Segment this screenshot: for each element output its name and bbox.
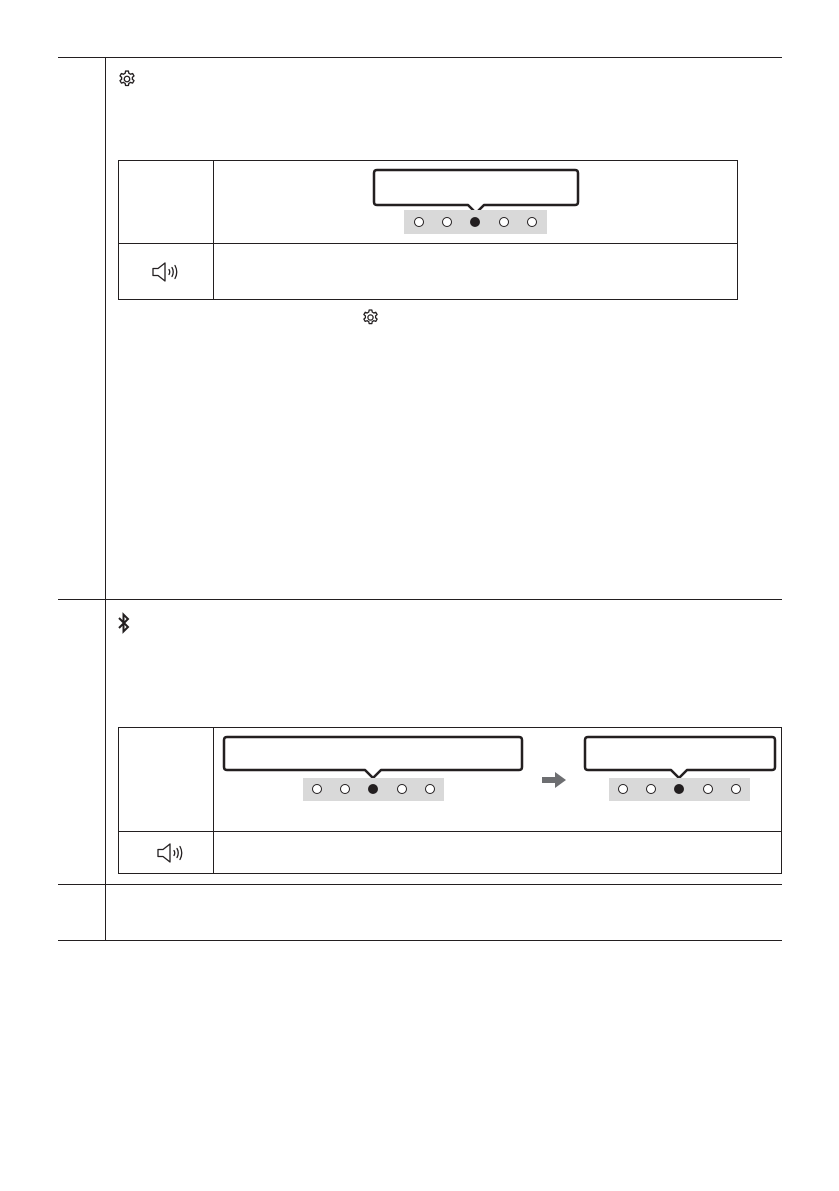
led-2 xyxy=(340,784,350,794)
led-indicator-bar-before xyxy=(303,778,444,801)
led-1 xyxy=(312,784,322,794)
section-divider-2 xyxy=(58,884,782,885)
gear-icon xyxy=(117,69,137,89)
led-4 xyxy=(499,217,509,227)
led-2 xyxy=(442,217,452,227)
led-4 xyxy=(703,784,713,794)
led-4 xyxy=(397,784,407,794)
led-indicator-bar xyxy=(404,210,547,234)
display-callout-bubble-before xyxy=(222,735,524,783)
section-divider-1 xyxy=(58,599,782,600)
gear-icon-inline xyxy=(361,308,380,327)
led-5 xyxy=(731,784,741,794)
display-table-1-col-divider xyxy=(213,160,214,300)
table-bottom-rule xyxy=(58,940,782,941)
led-indicator-bar-after xyxy=(609,778,750,801)
led-3-lit xyxy=(368,784,378,794)
display-callout-bubble xyxy=(372,168,580,216)
led-3-lit xyxy=(674,784,684,794)
right-arrow-icon xyxy=(541,771,567,789)
table-column-divider xyxy=(105,57,106,941)
display-table-1-row-divider xyxy=(118,243,738,244)
display-callout-bubble-after xyxy=(583,735,777,783)
display-table-2-col-divider xyxy=(213,727,214,874)
led-2 xyxy=(646,784,656,794)
led-1 xyxy=(618,784,628,794)
led-3-lit xyxy=(470,217,480,227)
led-1 xyxy=(414,217,424,227)
bluetooth-icon xyxy=(117,612,131,634)
table-top-rule xyxy=(58,57,782,58)
speaker-sound-icon xyxy=(151,261,183,283)
led-5 xyxy=(527,217,537,227)
display-table-2-row-divider xyxy=(118,831,782,832)
speaker-sound-icon xyxy=(156,842,188,864)
led-5 xyxy=(425,784,435,794)
